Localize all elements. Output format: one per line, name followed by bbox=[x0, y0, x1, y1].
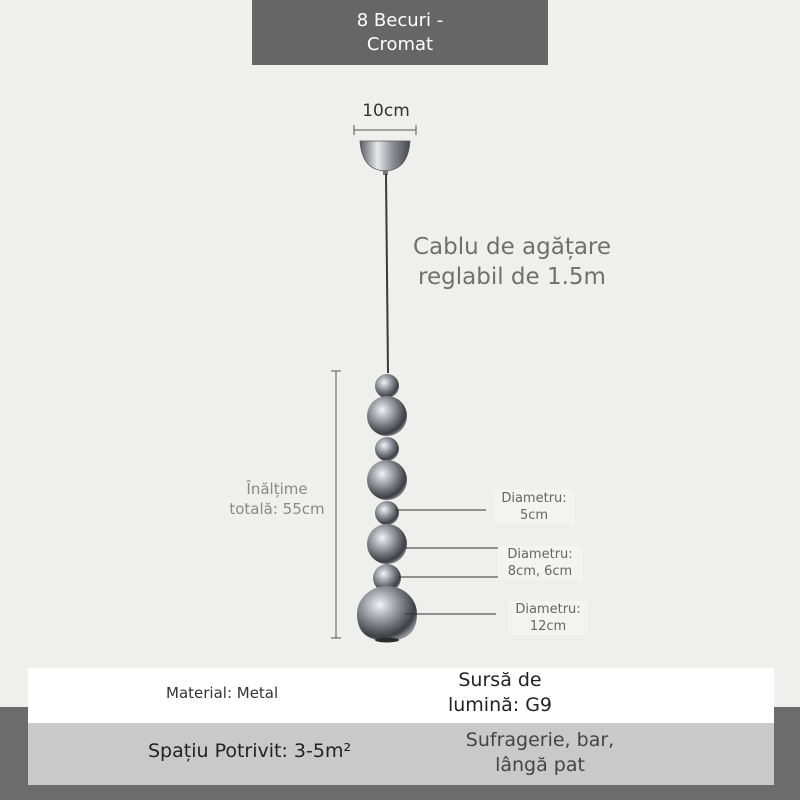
hanging-cable bbox=[386, 174, 388, 373]
material-spec: Material: Metal bbox=[166, 684, 279, 702]
footer-band-bottom bbox=[0, 785, 800, 800]
diameter-label-large-line-2: 12cm bbox=[529, 619, 567, 634]
width-dimension-line bbox=[354, 125, 416, 135]
bead-large-shade bbox=[357, 586, 417, 640]
spec-row-material bbox=[28, 668, 774, 723]
bead-medium bbox=[367, 460, 407, 500]
light-source-line-1: Sursă de bbox=[458, 669, 542, 691]
suitable-space-spec: Spațiu Potrivit: 3-5m² bbox=[148, 740, 352, 762]
bead-medium bbox=[367, 524, 407, 564]
bead-medium bbox=[367, 396, 407, 436]
bead-small bbox=[375, 437, 399, 461]
diameter-label-small-line-1: Diametru: bbox=[501, 491, 567, 506]
cable-length-label bbox=[402, 232, 622, 292]
canopy-width-label: 10cm bbox=[362, 101, 410, 121]
light-source-spec bbox=[430, 668, 570, 718]
height-label-line-2: totală: 55cm bbox=[229, 500, 325, 518]
light-source-line-2: lumină: G9 bbox=[447, 694, 553, 716]
height-dimension-line bbox=[331, 371, 341, 638]
chrome-beads bbox=[357, 374, 417, 643]
title-line-2: Cromat bbox=[366, 33, 434, 55]
spec-row-space bbox=[28, 723, 774, 785]
rooms-spec bbox=[450, 728, 630, 778]
diameter-label-small-line-2: 5cm bbox=[519, 508, 549, 523]
bead-small bbox=[375, 374, 399, 398]
ceiling-canopy bbox=[360, 141, 410, 171]
diameter-label-medium-line-2: 8cm, 6cm bbox=[507, 564, 573, 579]
cable-label-line-2: reglabil de 1.5m bbox=[418, 264, 606, 290]
diameter-label-large-line-1: Diametru: bbox=[515, 602, 581, 617]
bead-small bbox=[375, 501, 399, 525]
height-label-line-1: Înălțime bbox=[246, 480, 308, 498]
diameter-label-medium bbox=[498, 546, 582, 580]
diameter-label-medium-line-1: Diametru: bbox=[507, 547, 573, 562]
cable-label-line-1: Cablu de agățare bbox=[412, 234, 612, 260]
total-height-label bbox=[222, 479, 332, 519]
title-line-1: 8 Becuri - bbox=[356, 9, 444, 31]
diameter-label-large bbox=[508, 601, 588, 635]
rooms-line-2: lângă pat bbox=[495, 754, 585, 776]
rooms-line-1: Sufragerie, bar, bbox=[465, 729, 615, 751]
diameter-label-small bbox=[494, 490, 574, 524]
